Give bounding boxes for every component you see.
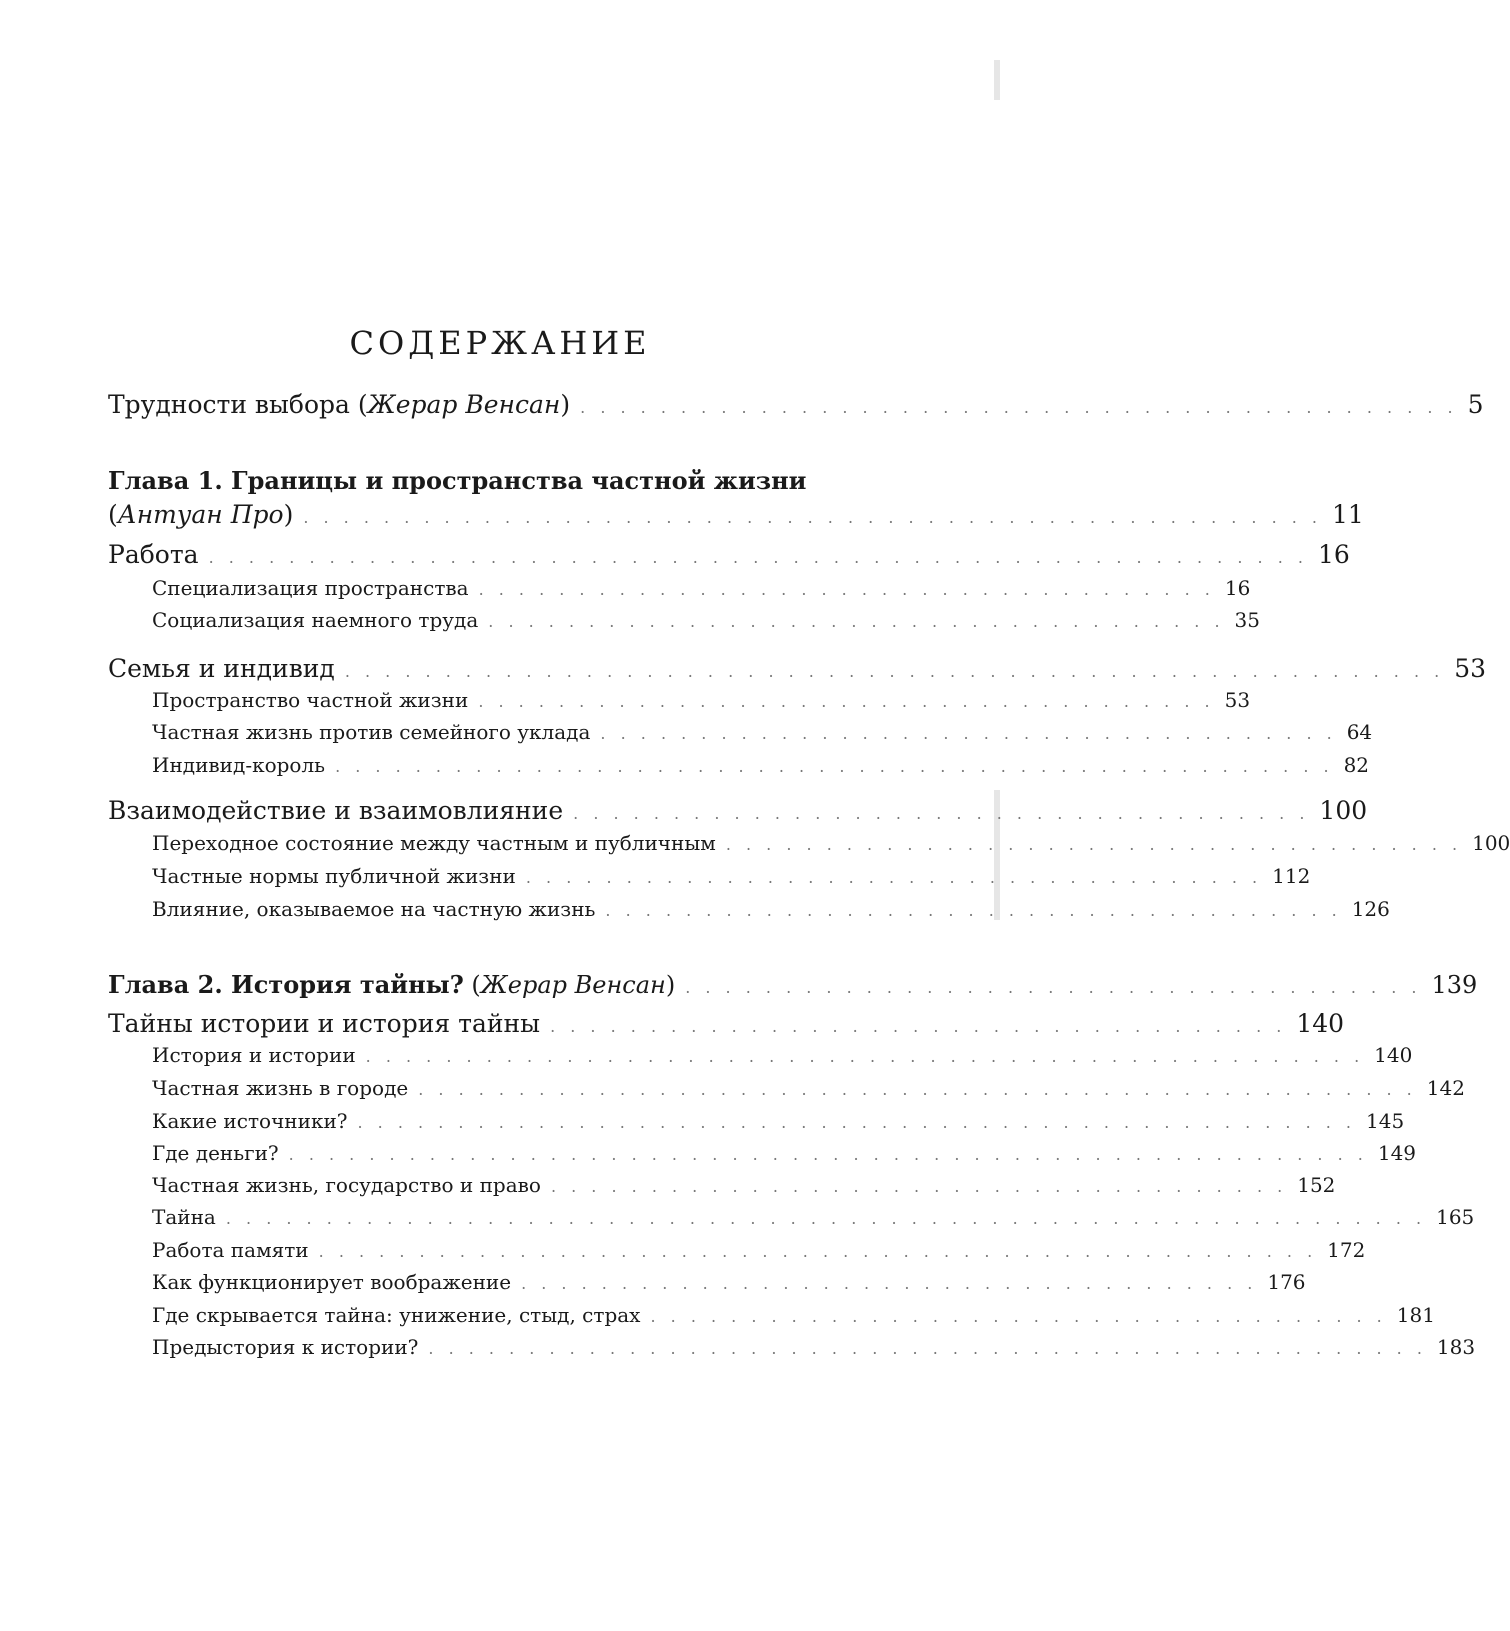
toc-leader-dots: . . . . . . . . . . . . . . . . . . . . . . . . . . . . . . . . . . . . . xyxy=(650,1307,1387,1326)
toc-leader-dots: . . . . . . . . . . . . . . . . . . . . . . . . . . . . . . . . . . . . . xyxy=(521,1274,1258,1293)
toc-subsection-title: Частная жизнь против семейного уклада xyxy=(152,720,591,744)
toc-leader-dots: . . . . . . . . . . . . . . . . . . . . . . . . . . . . . . . . . . . . . xyxy=(600,724,1337,743)
toc-leader-dots: . . . . . . . . . . . . . . . . . . . . . . . . . . . . . . . . . . . . . xyxy=(488,612,1225,631)
toc-page-number: 183 xyxy=(1436,1335,1476,1359)
toc-section xyxy=(108,1009,1345,1038)
toc-page-number: 149 xyxy=(1377,1141,1417,1165)
toc-leader-dots: . . . . . . . . . . . . . . . . . . . . . . . . . . . . . . . . . . . . . . . . . . . . . . . . . . xyxy=(335,757,1334,776)
toc-subsection xyxy=(152,1270,1306,1294)
toc-entry-paren: ) xyxy=(283,500,294,529)
toc-leader-dots: . . . . . . . . . . . . . . . . . . . . . . . . . . . . . . . . . . . . . xyxy=(525,868,1263,887)
toc-subsection xyxy=(152,1173,1336,1197)
toc-page-number: 16 xyxy=(1317,540,1350,569)
toc-leader-dots: . . . . . . . . . . . . . . . . . . . . . . . . . . . . . . . . . . . . . xyxy=(550,1017,1287,1036)
toc-leader-dots: . . . . . . . . . . . . . . . . . . . . . . . . . . . . . . . . . . . . . xyxy=(478,692,1215,711)
page-edge-shadow xyxy=(994,60,1000,100)
chapter-1-heading: Глава 1. Границы и пространства частной жизни xyxy=(108,466,807,495)
toc-page-number: 100 xyxy=(1472,831,1510,855)
toc-subsection-title: Влияние, оказываемое на частную жизнь xyxy=(152,897,596,921)
toc-section-title: Взаимодействие и взаимовлияние xyxy=(108,796,564,825)
toc-subsection xyxy=(152,1076,1465,1100)
toc-page-number: 35 xyxy=(1234,608,1260,632)
toc-page-number: 140 xyxy=(1296,1009,1345,1038)
toc-subsection xyxy=(152,1335,1476,1359)
toc-leader-dots: . . . . . . . . . . . . . . . . . . . . . . . . . . . . . . . . . . . . . . . . . . . . . . . . . . xyxy=(318,1242,1318,1261)
toc-section xyxy=(108,540,1350,569)
toc-entry-intro xyxy=(108,390,1484,419)
toc-entry-paren: ) xyxy=(560,390,571,419)
toc-section xyxy=(108,654,1487,683)
toc-subsection xyxy=(152,897,1390,921)
toc-entry-chapter-1-author xyxy=(108,500,1364,529)
chapter-2-heading xyxy=(108,970,1478,999)
toc-subsection xyxy=(152,1205,1475,1229)
toc-subsection-title: Тайна xyxy=(152,1205,216,1229)
toc-page-number: 139 xyxy=(1431,971,1478,999)
toc-page-number: 82 xyxy=(1343,753,1370,777)
toc-leader-dots: . . . . . . . . . . . . . . . . . . . . . . . . . . . . . . . . . . . . . . . . . . . . . . . . . . . . . . . xyxy=(208,548,1308,567)
toc-subsection xyxy=(152,688,1251,712)
toc-subsection-title: Предыстория к истории? xyxy=(152,1335,419,1359)
toc-leader-dots: . . . . . . . . . . . . . . . . . . . . . . . . . . . . . . . . . . . . . xyxy=(685,978,1422,997)
toc-subsection-title: Какие источники? xyxy=(152,1109,348,1133)
toc-subsection-title: Работа памяти xyxy=(152,1238,309,1262)
toc-leader-dots: . . . . . . . . . . . . . . . . . . . . . . . . . . . . . . . . . . . . . . . . . . . . . . . . . . xyxy=(428,1339,1427,1358)
toc-subsection-title: Частная жизнь в городе xyxy=(152,1076,409,1100)
toc-page-number: 53 xyxy=(1454,654,1487,683)
chapter-2-title: Глава 2. История тайны? xyxy=(108,970,464,999)
toc-leader-dots: . . . . . . . . . . . . . . . . . . . . . . . . . . . . . . . . . . . . . . . . . . . . . . . . . . . . . . . xyxy=(344,662,1445,681)
toc-leader-dots: . . . . . . . . . . . . . . . . . . . . . . . . . . . . . . . . . . . . . . . . . . . . . . . . . . xyxy=(357,1113,1357,1132)
toc-subsection xyxy=(152,1238,1366,1262)
page-title: СОДЕРЖАНИЕ xyxy=(349,324,651,363)
toc-subsection xyxy=(152,831,1510,855)
toc-entry-author: Жерар Венсан xyxy=(367,390,561,419)
toc-entry-paren: ) xyxy=(665,971,676,999)
toc-page-number: 16 xyxy=(1224,576,1251,600)
toc-subsection xyxy=(152,1043,1413,1067)
toc-leader-dots: . . . . . . . . . . . . . . . . . . . . . . . . . . . . . . . . . . . . . xyxy=(550,1177,1288,1196)
toc-page-number: 53 xyxy=(1224,688,1251,712)
toc-section-title: Тайны истории и история тайны xyxy=(108,1009,541,1038)
toc-leader-dots: . . . . . . . . . . . . . . . . . . . . . . . . . . . . . . . . . . . . . . . . . . . . . . . . . . . xyxy=(303,508,1323,527)
toc-entry-title: Трудности выбора ( xyxy=(108,390,368,419)
toc-leader-dots: . . . . . . . . . . . . . . . . . . . . . . . . . . . . . . . . . . . . . xyxy=(478,580,1215,599)
toc-page-number: 145 xyxy=(1366,1109,1405,1133)
toc-page-number: 64 xyxy=(1346,720,1373,744)
toc-subsection-title: Частные нормы публичной жизни xyxy=(152,864,516,888)
toc-page-number: 152 xyxy=(1297,1173,1336,1197)
toc-entry-paren: ( xyxy=(108,500,118,529)
toc-leader-dots: . . . . . . . . . . . . . . . . . . . . . . . . . . . . . . . . . . . . . . . . . . . . xyxy=(580,398,1458,417)
toc-page-number: 181 xyxy=(1396,1303,1435,1327)
toc-subsection-title: Социализация наемного труда xyxy=(152,608,479,632)
toc-leader-dots: . . . . . . . . . . . . . . . . . . . . . . . . . . . . . . . . . . . . . . . . . . . . . . . . . . . . . . xyxy=(288,1145,1368,1164)
toc-leader-dots: . . . . . . . . . . . . . . . . . . . . . . . . . . . . . . . . . . . . . xyxy=(573,804,1310,823)
toc-entry-author: Жерар Венсан xyxy=(480,971,666,999)
toc-section-title: Работа xyxy=(108,540,199,569)
toc-leader-dots: . . . . . . . . . . . . . . . . . . . . . . . . . . . . . . . . . . . . . . . . . . . . . . . . . . xyxy=(418,1080,1417,1099)
toc-subsection-title: Как функционирует воображение xyxy=(152,1270,512,1294)
toc-entry-author: Антуан Про xyxy=(117,500,284,529)
toc-subsection xyxy=(152,1141,1417,1165)
toc-subsection xyxy=(152,753,1370,777)
toc-subsection xyxy=(152,1109,1405,1133)
toc-subsection-title: Где деньги? xyxy=(152,1141,279,1165)
toc-leader-dots: . . . . . . . . . . . . . . . . . . . . . . . . . . . . . . . . . . . . . xyxy=(605,901,1342,920)
toc-subsection-title: Индивид-король xyxy=(152,753,326,777)
toc-page-number: 165 xyxy=(1436,1205,1475,1229)
toc-page-number: 112 xyxy=(1272,864,1311,888)
toc-subsection xyxy=(152,608,1260,632)
toc-entry-paren: ( xyxy=(463,971,481,999)
toc-leader-dots: . . . . . . . . . . . . . . . . . . . . . . . . . . . . . . . . . . . . . . . . . . . . . . . . . . . . . . . . . . . . xyxy=(225,1209,1427,1228)
toc-leader-dots: . . . . . . . . . . . . . . . . . . . . . . . . . . . . . . . . . . . . . . . . . . . . . . . . . . xyxy=(365,1047,1365,1066)
toc-subsection-title: Где скрывается тайна: унижение, стыд, страх xyxy=(152,1303,641,1327)
toc-page-number: 140 xyxy=(1374,1043,1413,1067)
toc-section-title: Семья и индивид xyxy=(108,654,335,683)
toc-section xyxy=(108,796,1368,825)
toc-page-number: 142 xyxy=(1426,1076,1465,1100)
toc-subsection xyxy=(152,864,1311,888)
toc-subsection-title: Переходное состояние между частным и публичным xyxy=(152,831,716,855)
toc-page-number: 5 xyxy=(1467,390,1484,419)
toc-subsection xyxy=(152,720,1373,744)
toc-subsection-title: Специализация пространства xyxy=(152,576,469,600)
toc-subsection-title: Пространство частной жизни xyxy=(152,688,469,712)
toc-page-number: 172 xyxy=(1327,1238,1366,1262)
toc-page-number: 100 xyxy=(1319,796,1368,825)
toc-page-number: 176 xyxy=(1267,1270,1306,1294)
toc-page-number: 126 xyxy=(1351,897,1390,921)
toc-subsection-title: Частная жизнь, государство и право xyxy=(152,1173,541,1197)
toc-subsection-title: История и истории xyxy=(152,1043,356,1067)
toc-page-number: 11 xyxy=(1332,500,1364,529)
toc-subsection xyxy=(152,576,1251,600)
toc-subsection xyxy=(152,1303,1435,1327)
toc-leader-dots: . . . . . . . . . . . . . . . . . . . . . . . . . . . . . . . . . . . . . xyxy=(725,835,1463,854)
